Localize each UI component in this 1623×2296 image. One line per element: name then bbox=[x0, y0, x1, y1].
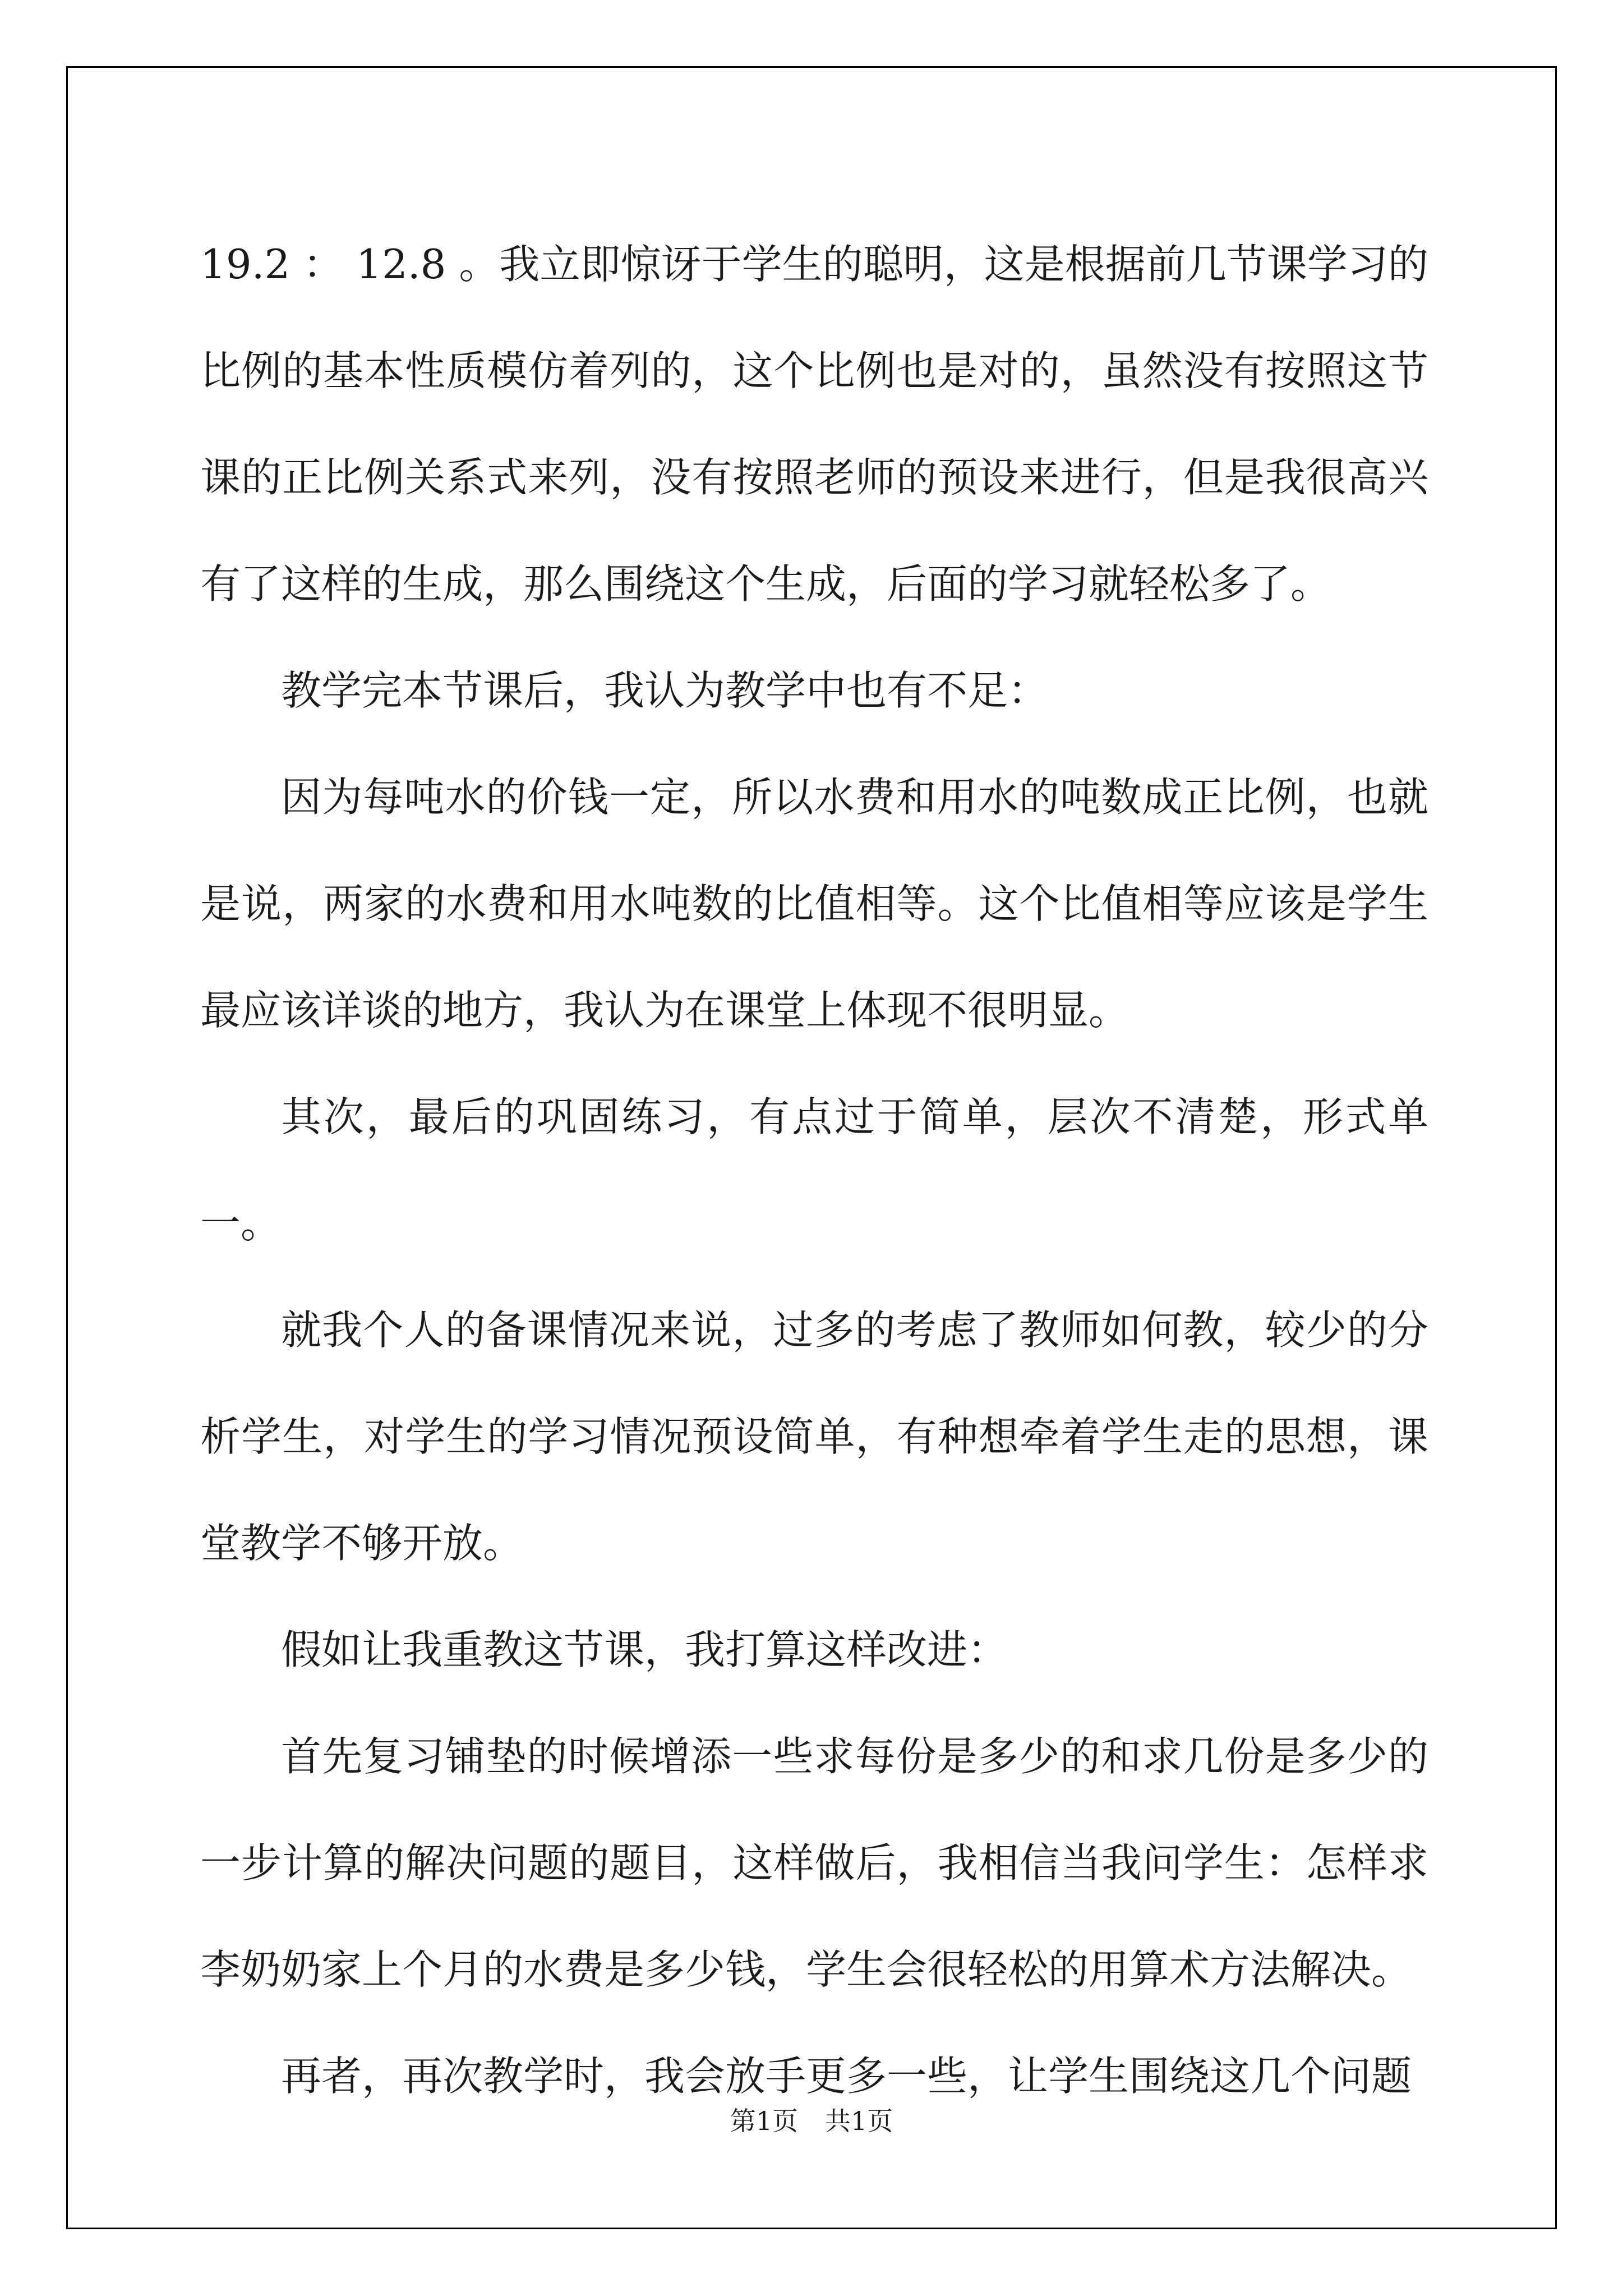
paragraph-7: 首先复习铺垫的时候增添一些求每份是多少的和求几份是多少的一步计算的解决问题的题目，这样做后，我相信当我问学生：怎样求李奶奶家上个月的水费是多少钱，学生会很轻松的用算术方法解决。 bbox=[200, 1733, 1428, 1993]
page-footer bbox=[0, 2101, 1623, 2138]
paragraph-6: 假如让我重教这节课，我打算这样改进： bbox=[281, 1626, 1008, 1673]
paragraph-5: 就我个人的备课情况来说，过多的考虑了教师如何教，较少的分析学生，对学生的学习情况预设简单，有种想牵着学生走的思想，课堂教学不够开放。 bbox=[200, 1306, 1428, 1567]
page-number-current: 第1页 bbox=[730, 2106, 798, 2136]
paragraph-8: 再者，再次教学时，我会放手更多一些，让学生围绕这几个问题 bbox=[281, 2053, 1412, 2100]
paragraph-3: 因为每吨水的价钱一定，所以水费和用水的吨数成正比例，也就是说，两家的水费和用水吨数的比值相等。这个比值相等应该是学生最应该详谈的地方，我认为在课堂上体现不很明显。 bbox=[200, 774, 1428, 1034]
paragraph-1: 19.2 ： 12.8 。我立即惊讶于学生的聪明，这是根据前几节课学习的比例的基本性质模仿着列的，这个比例也是对的，虽然没有按照这节课的正比例关系式来列，没有按照老师的预设来进行，但是我很高兴有了这样的生成，那么围绕这个生成，后面的学习就轻松多了。 bbox=[200, 241, 1428, 608]
document-body bbox=[200, 211, 1428, 2129]
paragraph-2: 教学完本节课后，我认为教学中也有不足： bbox=[281, 667, 1049, 714]
page-number-total: 共1页 bbox=[825, 2106, 893, 2136]
paragraph-4: 其次，最后的巩固练习，有点过于简单，层次不清楚，形式单一。 bbox=[200, 1093, 1428, 1247]
